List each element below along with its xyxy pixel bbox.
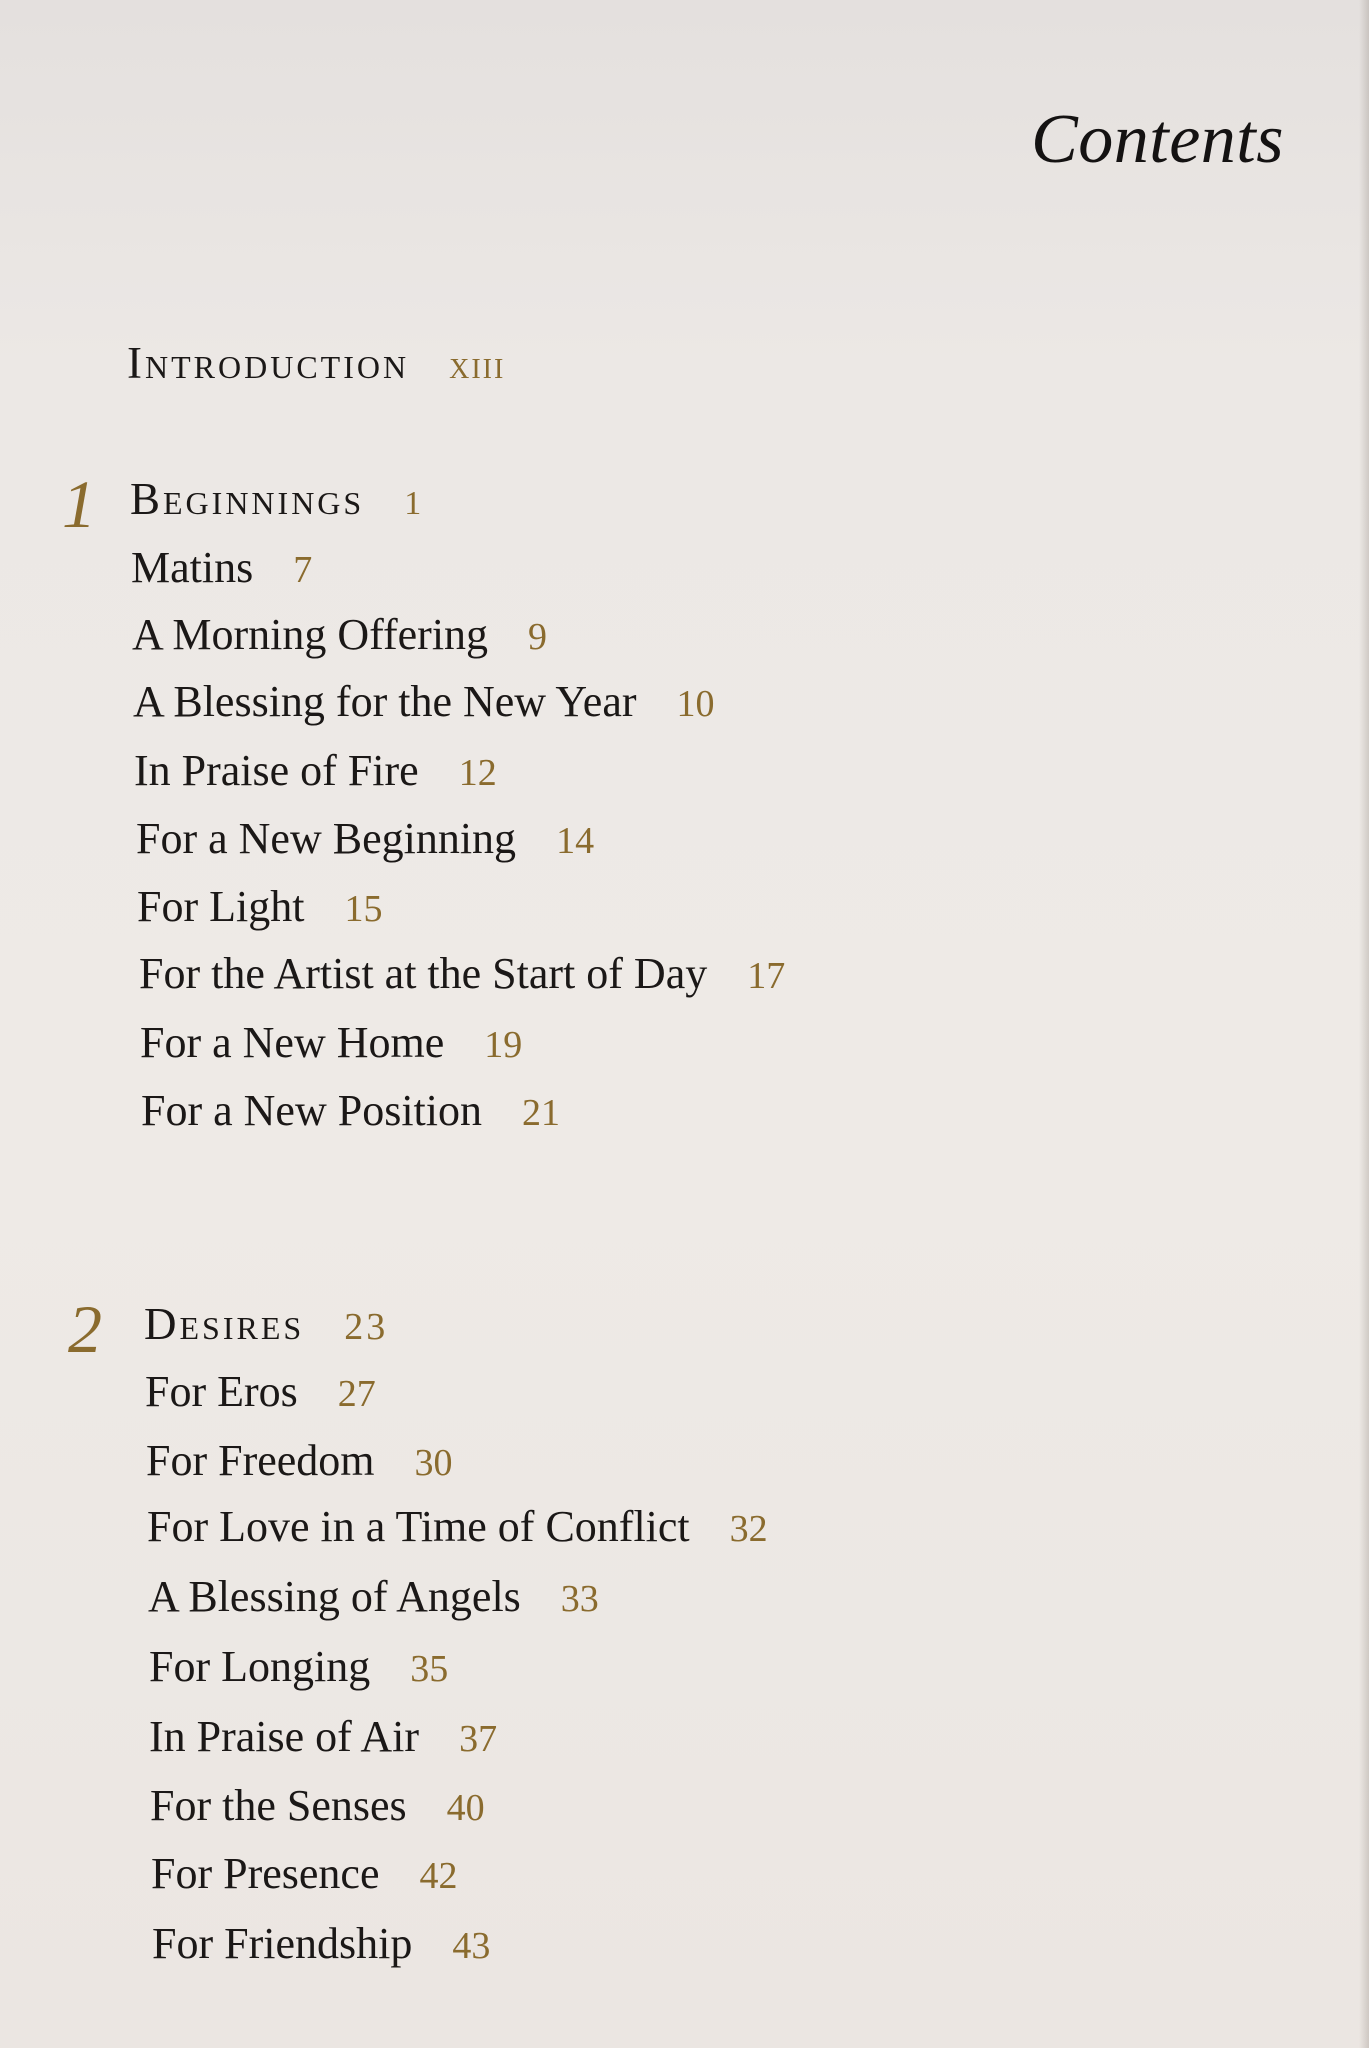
entry-page: 32	[729, 1508, 768, 1550]
entry-label: For Friendship	[152, 1919, 413, 1968]
section-2-number: 2	[68, 1291, 102, 1367]
toc-entry	[152, 1918, 490, 1969]
toc-entry	[150, 1780, 485, 1831]
entry-label: For Light	[137, 882, 305, 931]
entry-label: For a New Beginning	[136, 814, 517, 863]
section-1-title: Beginnings	[130, 474, 365, 524]
entry-label: For Freedom	[146, 1436, 375, 1485]
entry-label: A Morning Offering	[132, 610, 489, 659]
section-1-heading	[130, 473, 424, 525]
section-1-number: 1	[62, 466, 96, 542]
section-2-heading	[144, 1298, 388, 1350]
entry-label: In Praise of Air	[149, 1712, 420, 1761]
toc-entry	[133, 676, 715, 727]
entry-page: 9	[528, 616, 548, 658]
toc-entry	[147, 1501, 768, 1552]
page-title: Contents	[1031, 101, 1284, 178]
entry-label: A Blessing for the New Year	[133, 677, 637, 726]
entry-page: 21	[522, 1092, 560, 1134]
entry-label: In Praise of Fire	[134, 746, 419, 795]
entry-label: For Presence	[151, 1849, 380, 1898]
toc-entry	[149, 1711, 497, 1762]
entry-page: 12	[458, 752, 497, 794]
entry-page: 14	[556, 820, 595, 862]
entry-label: For Eros	[145, 1367, 298, 1416]
toc-introduction	[127, 337, 505, 389]
toc-entry	[139, 948, 785, 999]
entry-page: 27	[337, 1373, 376, 1415]
toc-entry	[141, 1085, 560, 1136]
entry-label: For a New Home	[140, 1018, 445, 1067]
toc-entry	[134, 745, 497, 796]
introduction-page: xiii	[449, 342, 506, 387]
entry-label: For a New Position	[141, 1086, 482, 1135]
entry-page: 35	[410, 1648, 449, 1690]
entry-page: 15	[344, 888, 383, 930]
entry-label: For the Artist at the Start of Day	[139, 949, 708, 998]
entry-page: 30	[414, 1442, 453, 1484]
toc-entry	[131, 542, 312, 593]
toc-entry	[149, 1641, 448, 1692]
toc-entry	[148, 1571, 599, 1622]
entry-label: For Love in a Time of Conflict	[147, 1502, 690, 1551]
entry-label: Matins	[131, 543, 254, 592]
entry-page: 33	[560, 1578, 599, 1620]
introduction-label: Introduction	[127, 338, 410, 388]
entry-page: 19	[484, 1024, 523, 1066]
section-1-page: 1	[404, 485, 425, 522]
toc-entry	[137, 881, 382, 932]
entry-page: 43	[452, 1925, 491, 1967]
toc-entry	[145, 1366, 376, 1417]
entry-label: For the Senses	[150, 1781, 407, 1830]
entry-page: 10	[676, 683, 715, 725]
toc-entry	[132, 609, 547, 660]
entry-page: 37	[459, 1718, 498, 1760]
toc-entry	[151, 1848, 458, 1899]
entry-label: For Longing	[149, 1642, 371, 1691]
page-edge-shadow	[1359, 0, 1369, 2048]
toc-entry	[140, 1017, 522, 1068]
toc-entry	[146, 1435, 453, 1486]
toc-entry	[136, 813, 594, 864]
section-2-page: 23	[344, 1306, 389, 1348]
entry-page: 40	[446, 1787, 485, 1829]
entry-page: 17	[747, 955, 786, 997]
entry-page: 42	[419, 1855, 458, 1897]
entry-label: A Blessing of Angels	[148, 1572, 521, 1621]
entry-page: 7	[293, 549, 313, 591]
section-2-title: Desires	[144, 1299, 305, 1349]
